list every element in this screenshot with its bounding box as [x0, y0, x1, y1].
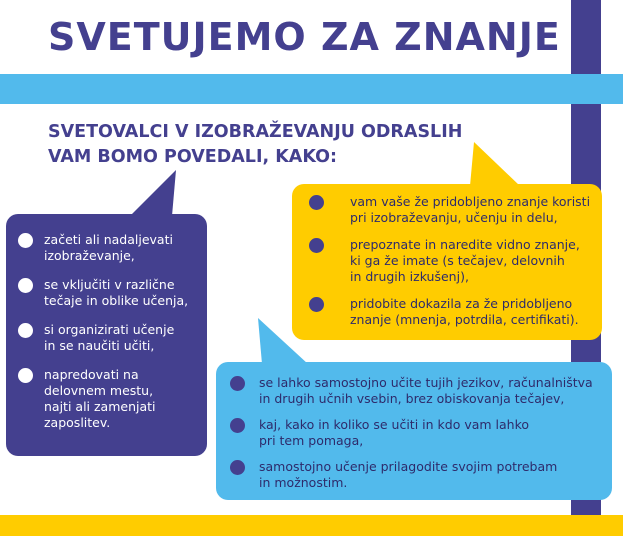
list-item: vam vaše že pridobljeno znanje koristi pri izobraževanju, učenju in delu,	[292, 194, 596, 226]
blue-speech-bubble	[216, 362, 612, 500]
page-title: SVETUJEMO ZA ZNANJE	[48, 15, 561, 59]
list-item: prepoznate in naredite vidno znanje, ki ga že imate (s tečajev, delovnih in drugih izkušenj),	[292, 237, 596, 285]
list-item: napredovati na delovnem mestu, najti ali zamenjati zaposlitev.	[6, 367, 201, 431]
bullet-dot-icon	[309, 297, 324, 312]
subheading-line-2: VAM BOMO POVEDALI, KAKO:	[48, 147, 337, 167]
bullet-dot-icon	[18, 233, 33, 248]
purple-bubble-tail	[130, 170, 176, 216]
list-item: kaj, kako in koliko se učiti in kdo vam lahko pri tem pomaga,	[216, 417, 606, 449]
list-item: samostojno učenje prilagodite svojim potrebam in možnostim.	[216, 459, 606, 491]
bullet-dot-icon	[230, 376, 245, 391]
yellow-bubble-tail	[470, 142, 520, 186]
bullet-dot-icon	[230, 418, 245, 433]
bullet-dot-icon	[309, 238, 324, 253]
list-item: začeti ali nadaljevati izobraževanje,	[6, 232, 201, 264]
list-item: si organizirati učenje in se naučiti učiti,	[6, 322, 201, 354]
yellow-speech-bubble	[292, 184, 602, 340]
yellow-bubble-list	[292, 184, 602, 328]
blue-bubble-list	[216, 362, 612, 491]
bullet-dot-icon	[309, 195, 324, 210]
list-item: se lahko samostojno učite tujih jezikov, računalništva in drugih učnih vsebin, brez obiskovanja tečajev,	[216, 375, 606, 407]
subheading-line-1: SVETOVALCI V IZOBRAŽEVANJU ODRASLIH	[48, 122, 463, 142]
list-item: se vključiti v različne tečaje in oblike učenja,	[6, 277, 201, 309]
bullet-dot-icon	[18, 278, 33, 293]
bullet-dot-icon	[18, 323, 33, 338]
bullet-dot-icon	[18, 368, 33, 383]
purple-speech-bubble	[6, 214, 207, 456]
purple-bubble-list	[6, 214, 207, 431]
bullet-dot-icon	[230, 460, 245, 475]
list-item: pridobite dokazila za že pridobljeno znanje (mnenja, potrdila, certifikati).	[292, 296, 596, 328]
